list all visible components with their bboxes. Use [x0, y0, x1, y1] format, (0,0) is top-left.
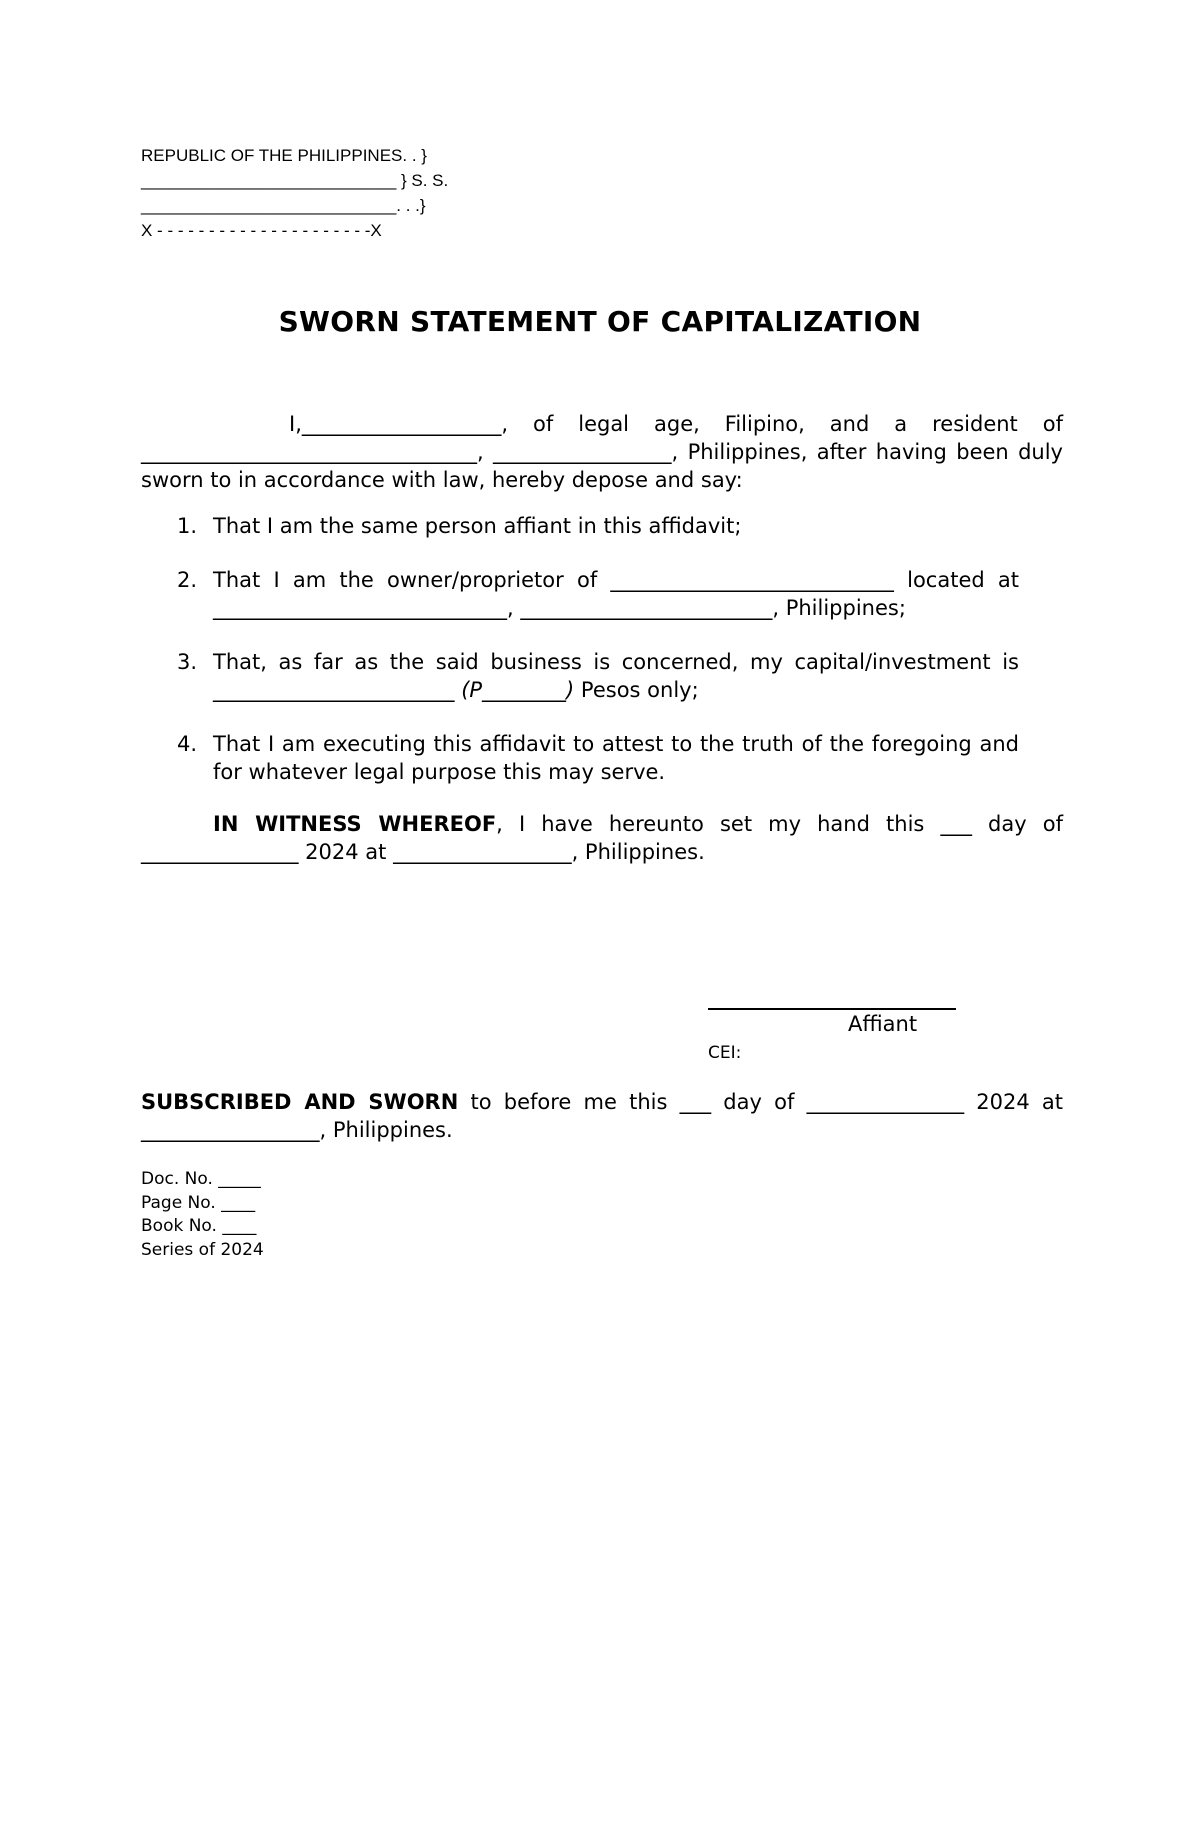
venue-line-republic: REPUBLIC OF THE PHILIPPINES. . } — [141, 146, 427, 165]
witness-paragraph — [141, 810, 1063, 866]
intro-paragraph: I,___________________, of legal age, Filipino, and a resident of ________________________________, _________________, Philippines, after having been duly sworn to in accordance with law, hereby depose and say: — [141, 412, 1063, 492]
affidavit-body — [141, 410, 1063, 866]
item-text-tail: Pesos only; — [574, 678, 699, 702]
item-number: 4. — [177, 732, 198, 756]
venue-line-province: ___________________________ } S. S. — [141, 171, 449, 190]
statement-item — [141, 512, 1019, 540]
venue-line-separator: X - - - - - - - - - - - - - - - - - - - - -X — [141, 221, 382, 240]
jurat-text: to before me this ___ day of _______________ 2024 at _________________, Philippines. — [141, 1090, 1063, 1142]
item-amount-blank: (P________) — [461, 678, 575, 702]
item-number: 1. — [177, 514, 198, 538]
item-number: 3. — [177, 650, 198, 674]
series-year: Series of 2024 — [141, 1239, 264, 1260]
doc-no: Doc. No. _____ — [141, 1169, 261, 1189]
statement-item — [141, 648, 1019, 704]
venue-block — [141, 143, 448, 243]
jurat-block — [141, 1088, 1063, 1144]
statement-item — [141, 730, 1019, 786]
witness-heading: IN WITNESS WHEREOF — [213, 812, 497, 836]
cei-label: CEI: — [708, 1043, 742, 1063]
item-text: That, as far as the said business is concerned, my capital/investment is _______________________ — [213, 650, 1019, 702]
page-no: Page No. ____ — [141, 1192, 256, 1213]
book-no: Book No. ____ — [141, 1216, 257, 1236]
notarial-register — [141, 1168, 264, 1262]
jurat-heading: SUBSCRIBED AND SWORN — [141, 1090, 459, 1114]
venue-line-city: ___________________________. . .} — [141, 196, 426, 215]
signature-line — [708, 1008, 956, 1010]
item-text: That I am executing this affidavit to attest to the truth of the foregoing and for whatever legal purpose this may serve. — [213, 732, 1019, 784]
witness-text: , I have hereunto set my hand this ___ day of _______________ 2024 at _________________, Philippines. — [141, 812, 1063, 864]
document-title: SWORN STATEMENT OF CAPITALIZATION — [278, 305, 922, 338]
affiant-label: Affiant — [848, 1012, 918, 1036]
item-text: That I am the same person affiant in this affidavit; — [213, 514, 742, 538]
item-text: That I am the owner/proprietor of ___________________________ located at ____________________________, ________________________, Philippines; — [213, 568, 1019, 620]
statement-list — [141, 512, 1063, 786]
statement-item — [141, 566, 1019, 622]
jurat-paragraph — [141, 1088, 1063, 1144]
item-number: 2. — [177, 568, 198, 592]
